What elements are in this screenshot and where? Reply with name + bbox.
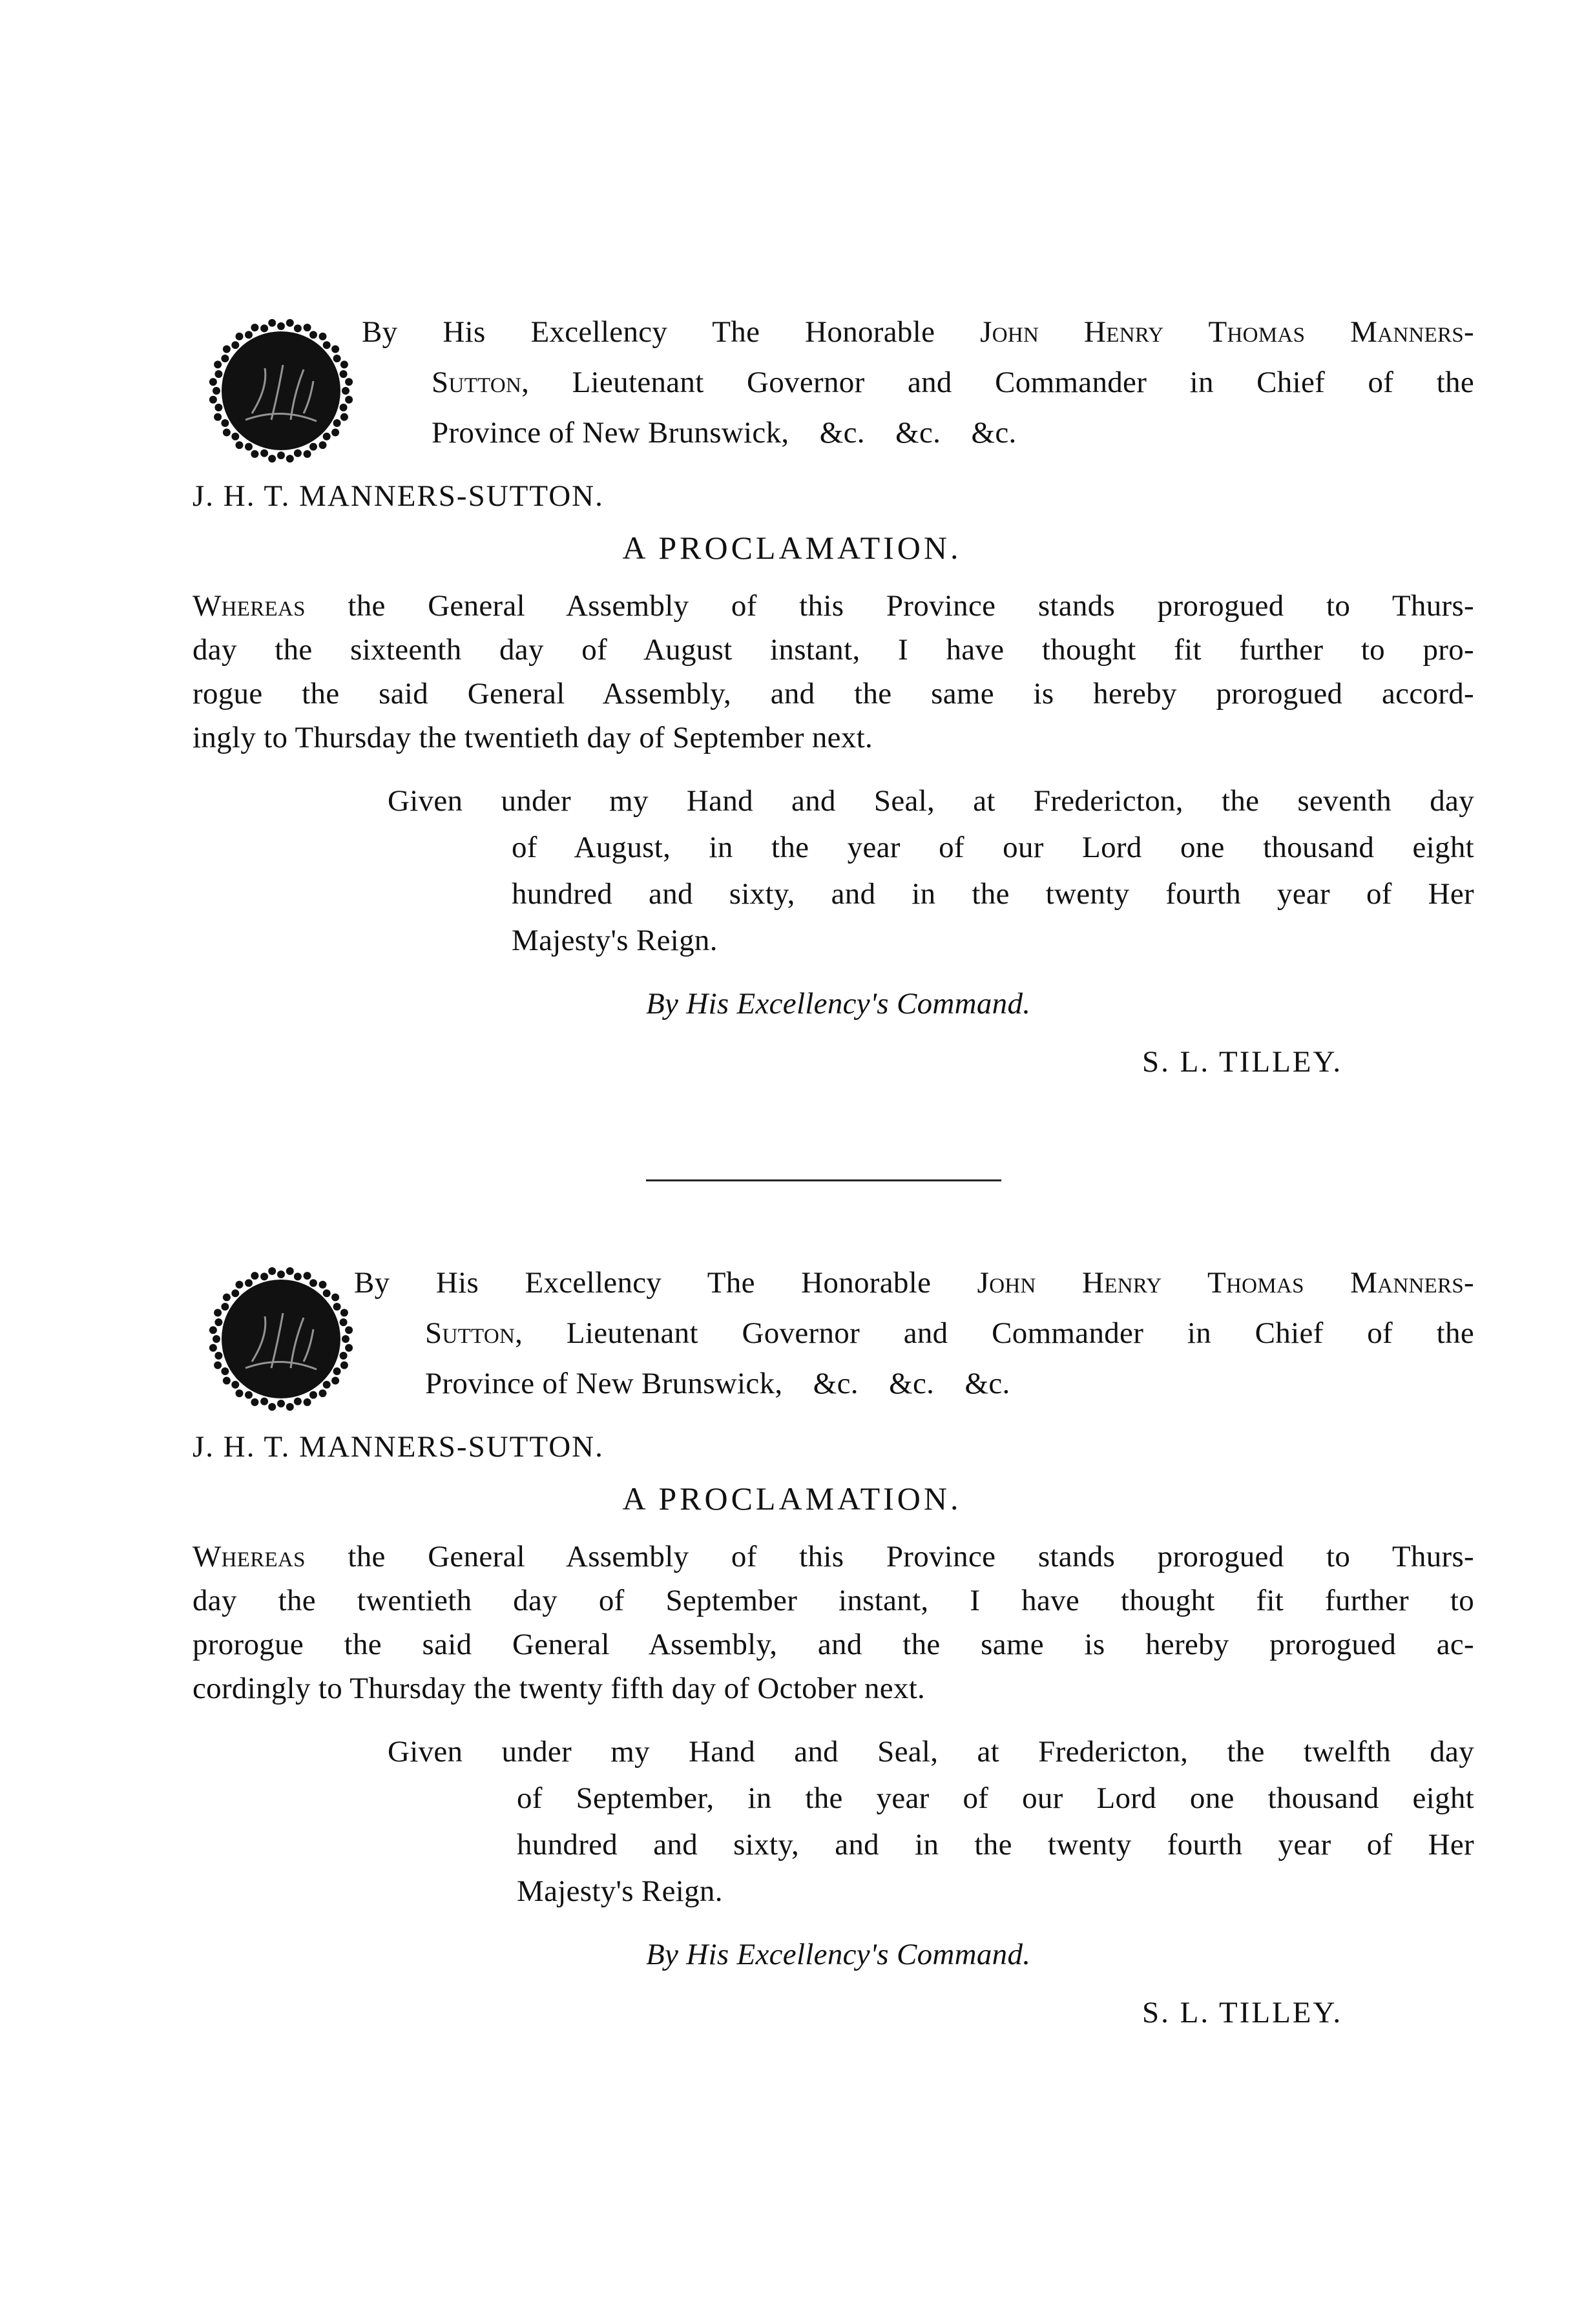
body-first-word: Whereas [193,1540,306,1573]
heading-office: , Lieutenant Governor and Commander in Chief of the [515,1316,1474,1350]
given-line-4: Majesty's Reign. [512,924,718,957]
secretary-signature: S. L. TILLEY. [1142,1045,1343,1079]
command-line: By His Excellency's Command. [646,1938,1031,1971]
given-line-1: Given under my Hand and Seal, at Fredericton, the seventh day [388,784,1474,818]
seal-icon [207,316,355,465]
heading-office: , Lieutenant Governor and Commander in Chief of the [521,366,1474,399]
heading-surname: Sutton [432,366,522,399]
governor-signature: J. H. T. MANNERS-SUTTON. [193,1430,604,1464]
body-line-1: Whereas the General Assembly of this Province stands prorogued to Thurs- [193,1540,1474,1573]
heading-surname: Sutton [425,1316,516,1350]
heading-lead: By His Excellency The Honorable [362,315,981,349]
body-line-4: cordingly to Thursday the twenty fifth day of October next. [193,1672,926,1705]
heading-line-1 [362,313,1474,351]
proclamation-title: A PROCLAMATION. [622,1480,962,1517]
given-line-2: of September, in the year of our Lord one thousand eight [517,1781,1474,1815]
heading-province: Province of New Brunswick, &c. &c. &c. [432,416,1017,450]
body-line-3: prorogue the said General Assembly, and the same is hereby prorogued ac- [193,1628,1474,1661]
secretary-signature: S. L. TILLEY. [1142,1996,1343,2029]
heading-line-3 [432,413,1017,452]
given-line-2: of August, in the year of our Lord one thousand eight [512,831,1474,864]
body-line-2: day the twentieth day of September instant, I have thought fit further to [193,1584,1474,1617]
body-line-3: rogue the said General Assembly, and the same is hereby prorogued accord- [193,677,1474,711]
governor-signature: J. H. T. MANNERS-SUTTON. [193,479,604,513]
body-line-2: day the sixteenth day of August instant, I have thought fit further to pro- [193,633,1474,667]
body-line-4: ingly to Thursday the twentieth day of September next. [193,721,873,754]
heading-line-2 [432,363,1474,402]
seal-icon [207,1265,355,1413]
heading-line-1 [354,1263,1474,1302]
heading-lead: By His Excellency The Honorable [354,1266,977,1300]
heading-province: Province of New Brunswick, &c. &c. &c. [425,1367,1010,1400]
heading-governor-name: John Henry Thomas Manners- [977,1266,1475,1300]
command-line: By His Excellency's Command. [646,987,1031,1021]
given-line-3: hundred and sixty, and in the twenty fourth year of Her [517,1828,1474,1862]
heading-line-3 [425,1364,1010,1403]
proclamation-title: A PROCLAMATION. [622,530,962,566]
heading-governor-name: John Henry Thomas Manners- [980,315,1475,349]
section-divider [646,1179,1001,1181]
body-line-1: Whereas the General Assembly of this Province stands prorogued to Thurs- [193,589,1474,623]
body-first-word: Whereas [193,589,306,623]
given-line-1: Given under my Hand and Seal, at Fredericton, the twelfth day [388,1735,1474,1769]
given-line-4: Majesty's Reign. [517,1874,723,1908]
heading-line-2 [425,1314,1474,1353]
given-line-3: hundred and sixty, and in the twenty fourth year of Her [512,877,1474,911]
